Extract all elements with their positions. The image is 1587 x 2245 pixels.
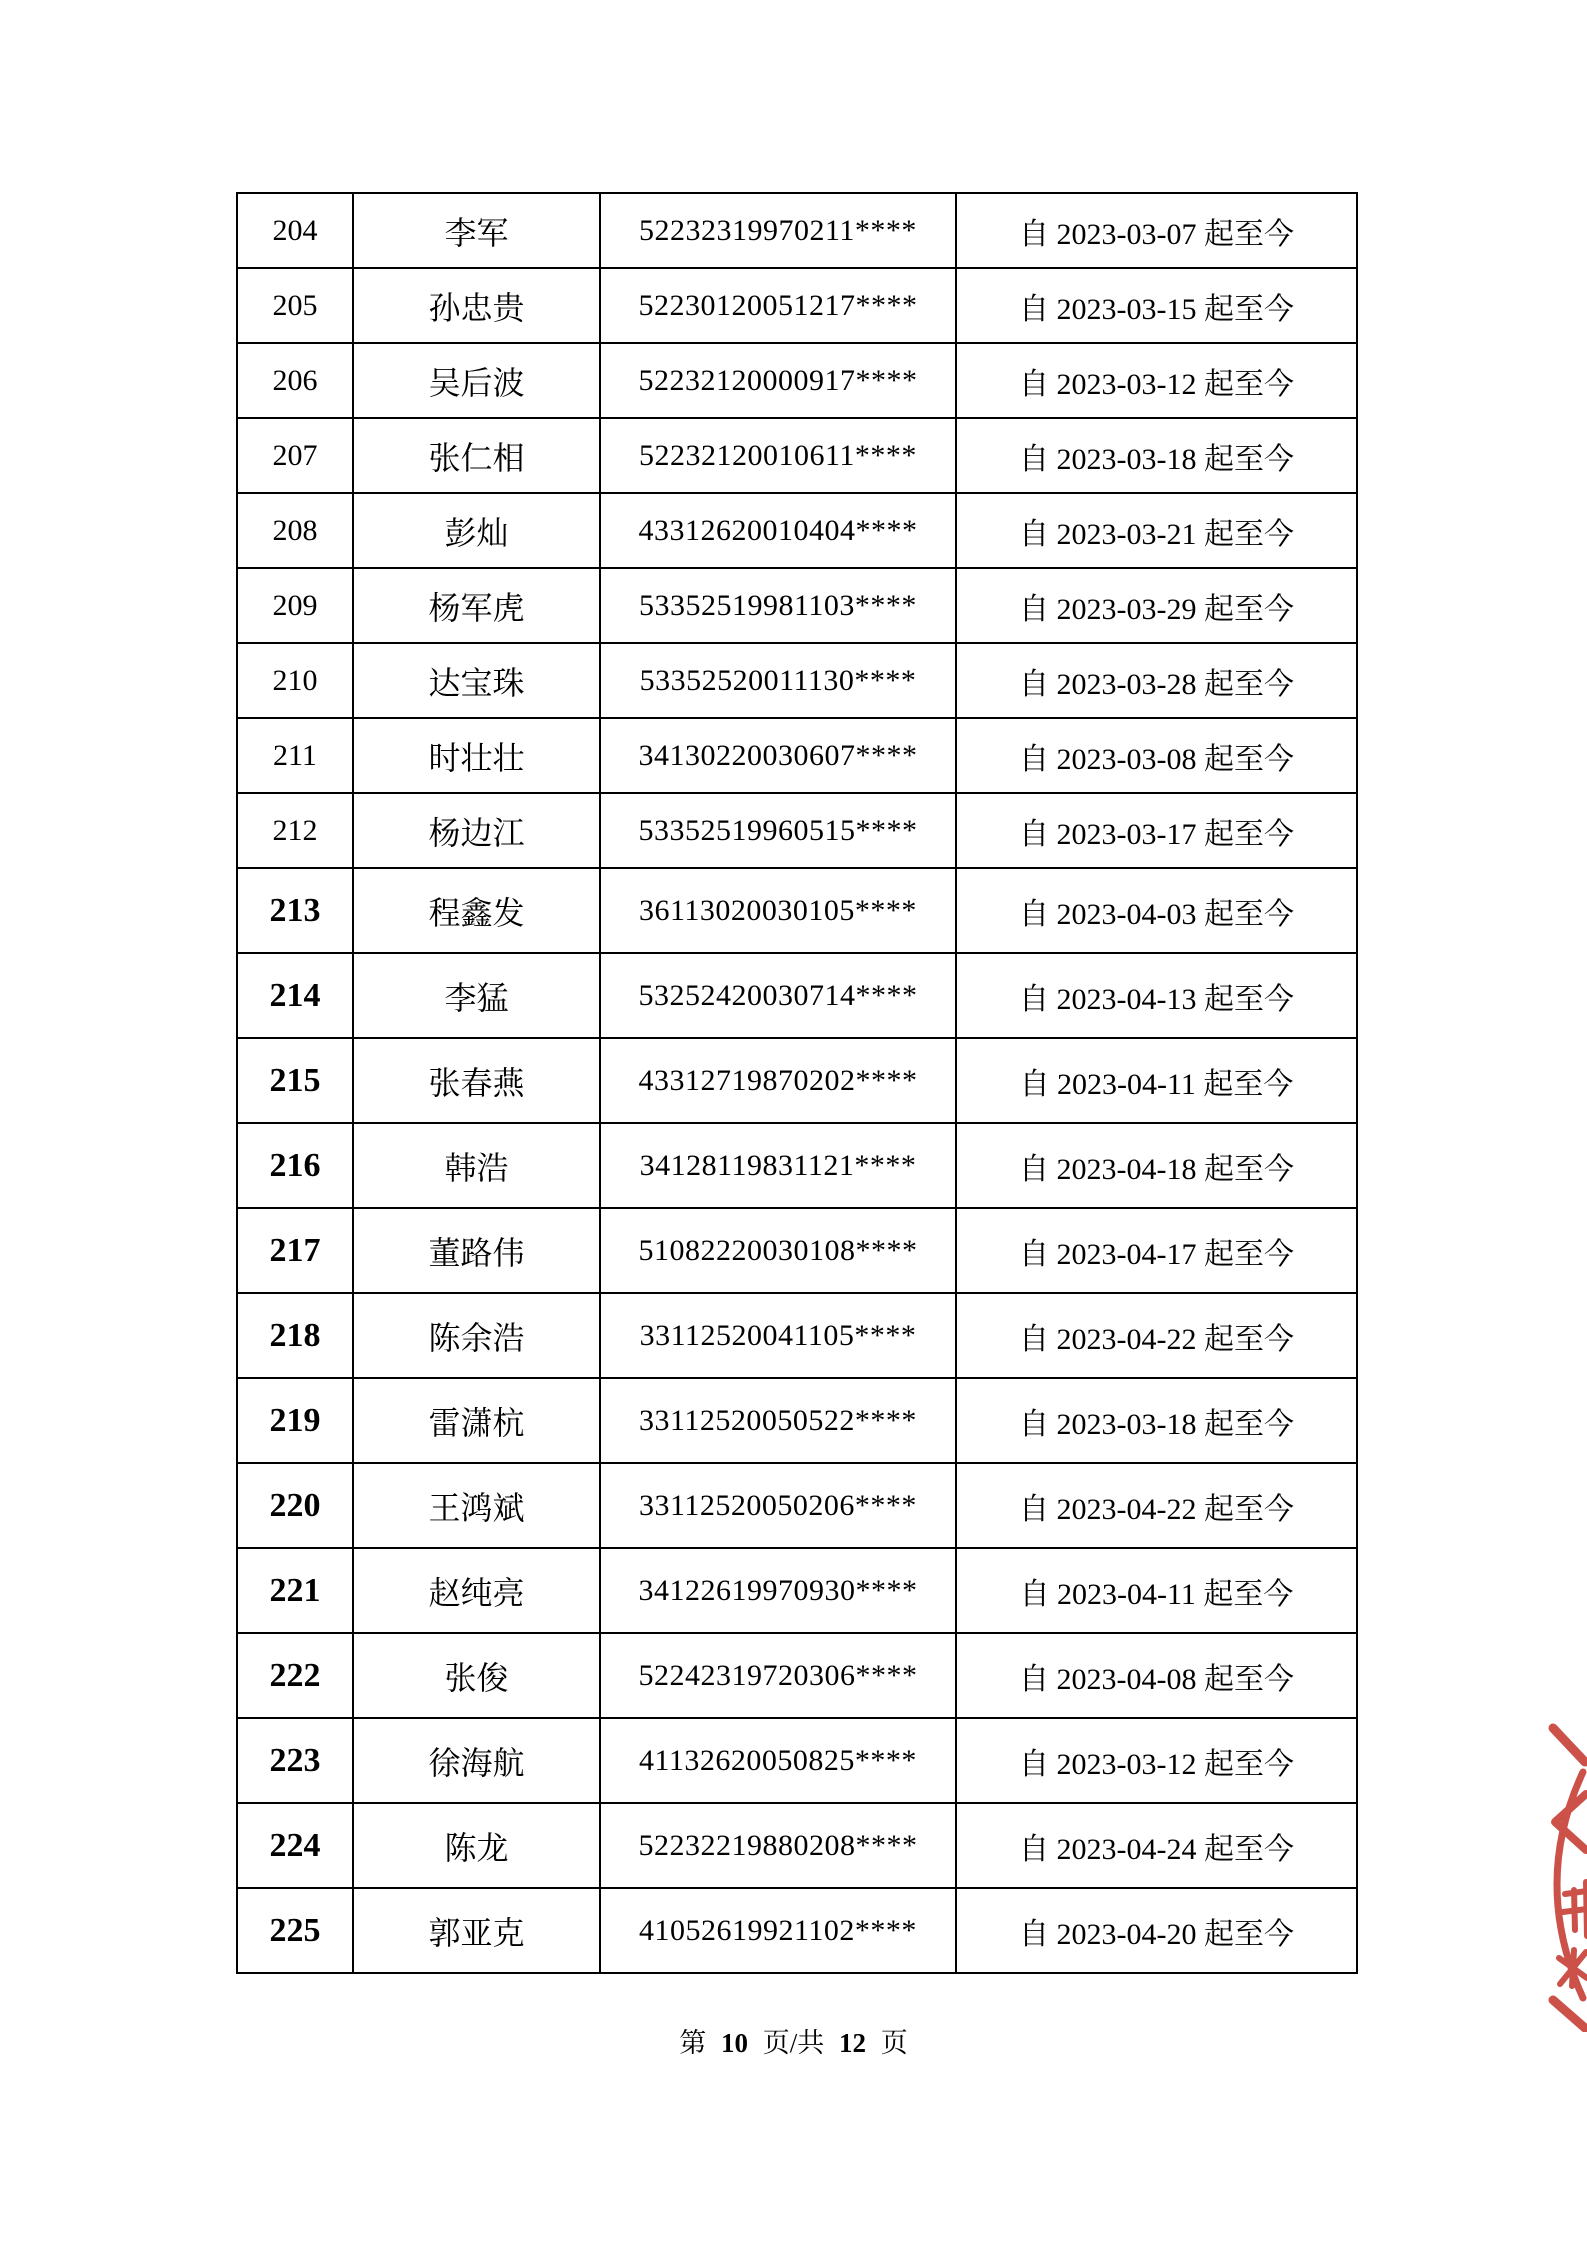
period-cell: 自 2023-04-11 起至今 — [956, 1548, 1357, 1633]
id-number-cell: 41132620050825**** — [600, 1718, 956, 1803]
footer-suffix: 页 — [880, 2028, 908, 2058]
person-name-cell: 杨军虎 — [353, 568, 600, 643]
page-footer — [0, 2021, 1587, 2060]
row-number-cell: 216 — [237, 1123, 353, 1208]
row-number-cell: 211 — [237, 718, 353, 793]
table-row — [237, 268, 1357, 343]
id-number-cell: 33112520050206**** — [600, 1463, 956, 1548]
row-number-cell: 224 — [237, 1803, 353, 1888]
person-name-cell: 张仁相 — [353, 418, 600, 493]
person-name-cell: 徐海航 — [353, 1718, 600, 1803]
person-name-cell: 彭灿 — [353, 493, 600, 568]
person-name-cell: 程鑫发 — [353, 868, 600, 953]
id-number-cell: 43312620010404**** — [600, 493, 956, 568]
person-name-cell: 李猛 — [353, 953, 600, 1038]
row-number-cell: 219 — [237, 1378, 353, 1463]
id-number-cell: 52232319970211**** — [600, 193, 956, 268]
row-number-cell: 206 — [237, 343, 353, 418]
id-number-cell: 36113020030105**** — [600, 868, 956, 953]
row-number-cell: 218 — [237, 1293, 353, 1378]
row-number-cell: 207 — [237, 418, 353, 493]
table-row — [237, 418, 1357, 493]
table-row — [237, 193, 1357, 268]
table-row — [237, 643, 1357, 718]
row-number-cell: 208 — [237, 493, 353, 568]
roster-table — [236, 192, 1358, 1974]
table-row — [237, 1378, 1357, 1463]
footer-middle: 页/共 — [762, 2028, 825, 2058]
row-number-cell: 212 — [237, 793, 353, 868]
id-number-cell: 53352519960515**** — [600, 793, 956, 868]
person-name-cell: 达宝珠 — [353, 643, 600, 718]
person-name-cell: 时壮壮 — [353, 718, 600, 793]
person-name-cell: 赵纯亮 — [353, 1548, 600, 1633]
id-number-cell: 53352520011130**** — [600, 643, 956, 718]
person-name-cell: 雷潇杭 — [353, 1378, 600, 1463]
period-cell: 自 2023-04-13 起至今 — [956, 953, 1357, 1038]
period-cell: 自 2023-03-17 起至今 — [956, 793, 1357, 868]
row-number-cell: 209 — [237, 568, 353, 643]
table-row — [237, 1038, 1357, 1123]
period-cell: 自 2023-03-12 起至今 — [956, 1718, 1357, 1803]
person-name-cell: 韩浩 — [353, 1123, 600, 1208]
table-row — [237, 1123, 1357, 1208]
row-number-cell: 205 — [237, 268, 353, 343]
period-cell: 自 2023-04-22 起至今 — [956, 1293, 1357, 1378]
period-cell: 自 2023-04-20 起至今 — [956, 1888, 1357, 1973]
table-row — [237, 1803, 1357, 1888]
person-name-cell: 王鸿斌 — [353, 1463, 600, 1548]
id-number-cell: 33112520041105**** — [600, 1293, 956, 1378]
period-cell: 自 2023-04-11 起至今 — [956, 1038, 1357, 1123]
row-number-cell: 210 — [237, 643, 353, 718]
id-number-cell: 51082220030108**** — [600, 1208, 956, 1293]
row-number-cell: 220 — [237, 1463, 353, 1548]
official-seal-fragment — [1541, 1698, 1587, 2032]
id-number-cell: 52232120000917**** — [600, 343, 956, 418]
id-number-cell: 52232120010611**** — [600, 418, 956, 493]
row-number-cell: 213 — [237, 868, 353, 953]
id-number-cell: 34128119831121**** — [600, 1123, 956, 1208]
period-cell: 自 2023-04-18 起至今 — [956, 1123, 1357, 1208]
person-name-cell: 董路伟 — [353, 1208, 600, 1293]
table-row — [237, 1888, 1357, 1973]
footer-current-page: 10 — [720, 2028, 748, 2058]
id-number-cell: 53352519981103**** — [600, 568, 956, 643]
row-number-cell: 215 — [237, 1038, 353, 1123]
id-number-cell: 33112520050522**** — [600, 1378, 956, 1463]
period-cell: 自 2023-03-28 起至今 — [956, 643, 1357, 718]
row-number-cell: 214 — [237, 953, 353, 1038]
period-cell: 自 2023-03-12 起至今 — [956, 343, 1357, 418]
period-cell: 自 2023-04-24 起至今 — [956, 1803, 1357, 1888]
table-row — [237, 493, 1357, 568]
id-number-cell: 52242319720306**** — [600, 1633, 956, 1718]
table-row — [237, 1548, 1357, 1633]
id-number-cell: 53252420030714**** — [600, 953, 956, 1038]
id-number-cell: 52232219880208**** — [600, 1803, 956, 1888]
table-row — [237, 1633, 1357, 1718]
row-number-cell: 222 — [237, 1633, 353, 1718]
row-number-cell: 223 — [237, 1718, 353, 1803]
seal-strokes-graphic — [1541, 1698, 1587, 2032]
period-cell: 自 2023-04-17 起至今 — [956, 1208, 1357, 1293]
table-row — [237, 1293, 1357, 1378]
row-number-cell: 225 — [237, 1888, 353, 1973]
period-cell: 自 2023-03-07 起至今 — [956, 193, 1357, 268]
table-row — [237, 793, 1357, 868]
period-cell: 自 2023-03-29 起至今 — [956, 568, 1357, 643]
table-row — [237, 718, 1357, 793]
id-number-cell: 43312719870202**** — [600, 1038, 956, 1123]
period-cell: 自 2023-03-08 起至今 — [956, 718, 1357, 793]
roster-table-body — [237, 193, 1357, 1973]
table-row — [237, 1718, 1357, 1803]
person-name-cell: 郭亚克 — [353, 1888, 600, 1973]
person-name-cell: 孙忠贵 — [353, 268, 600, 343]
period-cell: 自 2023-04-08 起至今 — [956, 1633, 1357, 1718]
period-cell: 自 2023-03-18 起至今 — [956, 1378, 1357, 1463]
table-row — [237, 868, 1357, 953]
person-name-cell: 张俊 — [353, 1633, 600, 1718]
id-number-cell: 34130220030607**** — [600, 718, 956, 793]
table-row — [237, 1463, 1357, 1548]
row-number-cell: 221 — [237, 1548, 353, 1633]
person-name-cell: 张春燕 — [353, 1038, 600, 1123]
period-cell: 自 2023-03-15 起至今 — [956, 268, 1357, 343]
footer-total-pages: 12 — [839, 2028, 866, 2058]
person-name-cell: 吴后波 — [353, 343, 600, 418]
row-number-cell: 217 — [237, 1208, 353, 1293]
person-name-cell: 李军 — [353, 193, 600, 268]
footer-prefix: 第 — [679, 2028, 707, 2058]
period-cell: 自 2023-03-21 起至今 — [956, 493, 1357, 568]
table-row — [237, 343, 1357, 418]
person-name-cell: 陈余浩 — [353, 1293, 600, 1378]
person-name-cell: 陈龙 — [353, 1803, 600, 1888]
table-row — [237, 568, 1357, 643]
table-row — [237, 1208, 1357, 1293]
id-number-cell: 34122619970930**** — [600, 1548, 956, 1633]
row-number-cell: 204 — [237, 193, 353, 268]
period-cell: 自 2023-04-03 起至今 — [956, 868, 1357, 953]
person-name-cell: 杨边江 — [353, 793, 600, 868]
id-number-cell: 41052619921102**** — [600, 1888, 956, 1973]
period-cell: 自 2023-04-22 起至今 — [956, 1463, 1357, 1548]
period-cell: 自 2023-03-18 起至今 — [956, 418, 1357, 493]
table-row — [237, 953, 1357, 1038]
id-number-cell: 52230120051217**** — [600, 268, 956, 343]
